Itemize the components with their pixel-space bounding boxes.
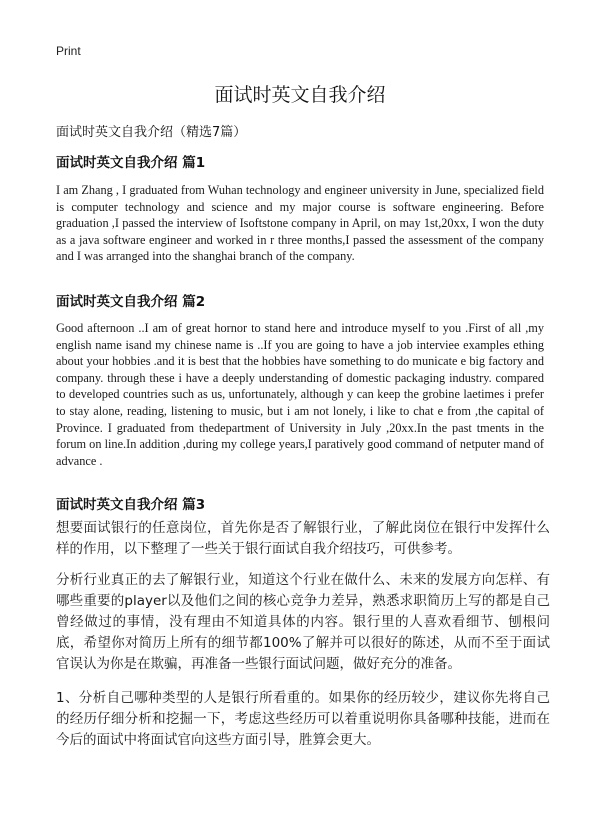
section-3-paragraph-1: 想要面试银行的任意岗位，首先你是否了解银行业，了解此岗位在银行中发挥什么样的作用，以下整理了一些关于银行面试自我介绍技巧，可供参考。	[56, 520, 550, 557]
section-heading-1: 面试时英文自我介绍 篇1	[56, 155, 206, 171]
section-heading-2: 面试时英文自我介绍 篇2	[56, 294, 206, 310]
print-link[interactable]: Print	[56, 44, 81, 58]
section-2-body: Good afternoon ..I am of great hornor to stand here and introduce myself to you .First of all ,my english name isand my chinese name is ..If you are going to have a job interviee examples ething about your hobbies .and it is best that the hobbies have something to do municate e big factory and company. through these i have a deeply understanding of domestic packaging industry. compared to developed countries such as us, unfortunately, although y can keep the grobine laetimes i prefer to stay alone, reading, listening to music, but i am not lonely, i like to chat e from ,the capital of Province. I graduated from thedepartment of University in July ,20xx.In the past tments in the forum on line.In addition ,during my college years,I paratively good command of netputer mand of advance .	[56, 321, 544, 468]
document-subtitle: 面试时英文自我介绍（精选7篇）	[56, 125, 247, 140]
section-3-paragraph-3: 1、分析自己哪种类型的人是银行所看重的。如果你的经历较少，建议你先将自己的经历仔细分析和挖掘一下，考虑这些经历可以着重说明你具备哪种技能，进而在今后的面试中将面试官向这些方面引导，胜算会更大。	[56, 690, 550, 748]
section-heading-3: 面试时英文自我介绍 篇3	[56, 497, 206, 513]
section-3-paragraph-2: 分析行业真正的去了解银行业，知道这个行业在做什么、未来的发展方向怎样、有哪些重要的player以及他们之间的核心竞争力差异，熟悉求职简历上写的都是自己曾经做过的事情，没有理由不知道具体的内容。银行里的人喜欢看细节、刨根问底，希望你对简历上所有的细节都100%了解并可以很好的陈述，从而不至于面试官误认为你是在欺骗，再准备一些银行面试问题，做好充分的准备。	[56, 572, 550, 672]
section-1-body: I am Zhang , I graduated from Wuhan technology and engineer university in June, specialized field is computer technology and science and my major course is software engineering. Before graduation ,I passed the interview of Isoftstone company in April, on may 1st,20xx, I won the duty as a java software engineer and worked in r three months,I passed the assessment of the company and I was arranged into the shanghai branch of the company.	[56, 183, 544, 264]
page-title: 面试时英文自我介绍	[214, 84, 386, 106]
